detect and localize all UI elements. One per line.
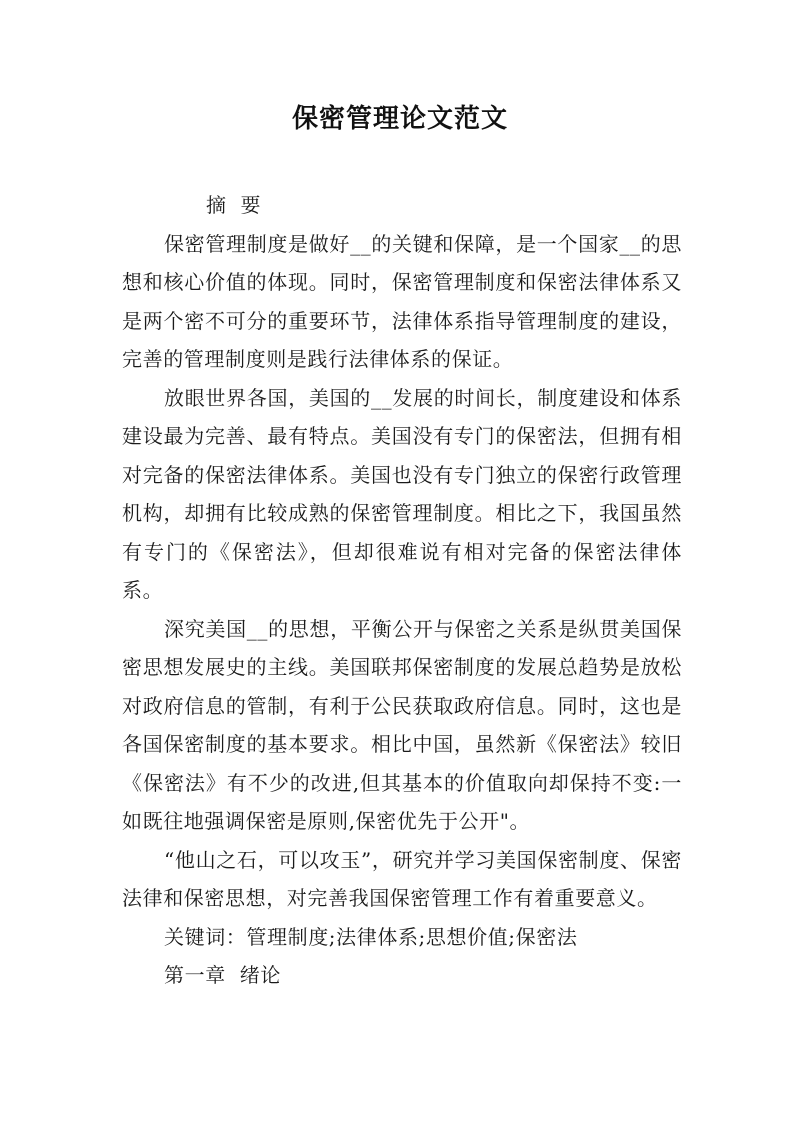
paragraph-4: “他山之石，可以攻玉”，研究并学习美国保密制度、保密法律和保密思想，对完善我国保密管理工作有着重要意义。 bbox=[122, 847, 682, 910]
document-title: 保密管理论文范文 bbox=[291, 104, 508, 134]
paragraph-1: 保密管理制度是做好__的关键和保障，是一个国家__的思想和核心价值的体现。同时，保密管理制度和保密法律体系又是两个密不可分的重要环节，法律体系指导管理制度的建设，完善的管理制度则是践行法律体系的保证。 bbox=[122, 231, 682, 371]
abstract-label: 摘 要 bbox=[206, 193, 262, 217]
chapter-heading: 第一章 绪论 bbox=[164, 963, 281, 987]
document-body bbox=[122, 186, 682, 995]
paragraph-3: 深究美国__的思想，平衡公开与保密之关系是纵贯美国保密思想发展史的主线。美国联邦保密制度的发展总趋势是放松对政府信息的管制，有利于公民获取政府信息。同时，这也是各国保密制度的基本要求。相比中国，虽然新《保密法》较旧《保密法》有不少的改进,但其基本的价值取向却保持不变:一如既往地强调保密是原则,保密优先于公开"。 bbox=[122, 616, 682, 833]
keywords-line: 关键词：管理制度;法律体系;思想价值;保密法 bbox=[164, 924, 578, 949]
paragraph-2: 放眼世界各国，美国的__发展的时间长，制度建设和体系建设最为完善、最有特点。美国没有专门的保密法，但拥有相对完备的保密法律体系。美国也没有专门独立的保密行政管理机构，却拥有比较成熟的保密管理制度。相比之下，我国虽然有专门的《保密法》，但却很难说有相对完备的保密法律体系。 bbox=[122, 385, 682, 602]
